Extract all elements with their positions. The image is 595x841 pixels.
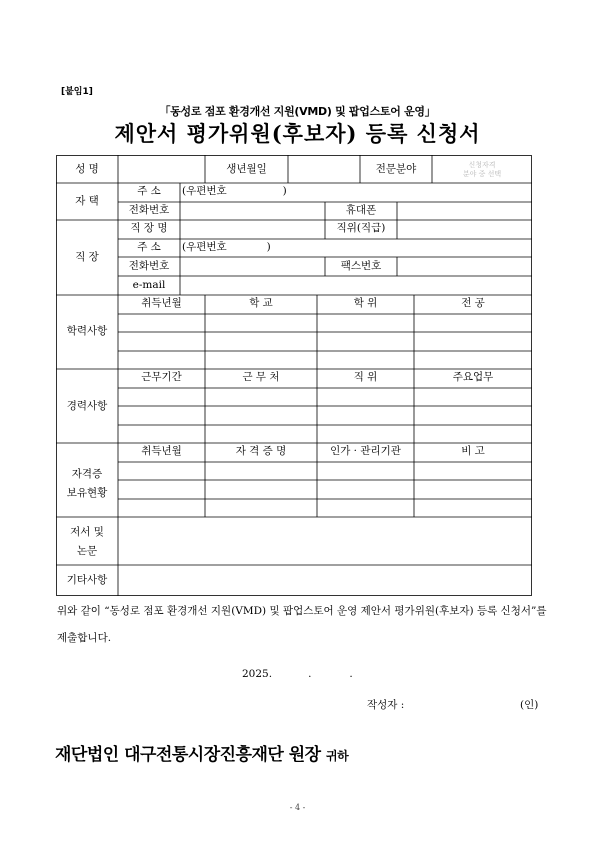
home-postal-code[interactable]: (우편번호 ) [182, 185, 287, 197]
birth-date-label: 생년월일 [226, 163, 267, 175]
work-postal-code[interactable]: (우편번호 ) [182, 241, 271, 253]
license-header-authority: 인가 · 관리기관 [330, 445, 401, 457]
work-phone-label: 전화번호 [128, 260, 170, 272]
education-header-school: 학 교 [249, 297, 273, 309]
education-label: 학력사항 [66, 325, 108, 337]
publications-input[interactable] [119, 518, 531, 564]
page-number: - 4 - [289, 803, 306, 812]
expertise-hint: 신청자격 분야 중 선택 [462, 161, 502, 179]
position-label: 직위(직급) [336, 222, 386, 234]
email-label: e-mail [132, 279, 166, 291]
fax-label: 팩스번호 [340, 260, 382, 272]
project-subtitle: 「동성로 점포 환경개선 지원(VMD) 및 팝업스토어 운영」 [159, 105, 436, 118]
license-header-date: 취득년월 [141, 445, 182, 457]
writer-label: 작성자 : [367, 699, 405, 711]
other-label: 기타사항 [66, 574, 108, 586]
seal-label: (인) [520, 699, 539, 711]
work-label: 직 장 [75, 251, 99, 263]
name-input[interactable] [119, 159, 204, 181]
birth-date-input[interactable] [289, 159, 359, 181]
career-header-workplace: 근 무 처 [242, 371, 280, 383]
license-header-remarks: 비 고 [461, 445, 485, 457]
work-address-label: 주 소 [137, 241, 161, 253]
annex-label: [붙임1] [61, 87, 93, 97]
declaration-text: 위와 같이 “동성로 점포 환경개선 지원(VMD) 및 팝업스토어 운영 제안서 평가위원(후보자) 등록 신청서”를 제출합니다. [57, 605, 547, 644]
education-header-major: 전 공 [461, 297, 485, 309]
home-mobile-label: 휴대폰 [345, 204, 377, 216]
form-title: 제안서 평가위원(후보자) 등록 신청서 [114, 121, 481, 146]
career-header-position: 직 위 [353, 371, 378, 383]
name-label: 성 명 [75, 163, 99, 175]
other-input[interactable] [119, 566, 531, 595]
education-header-date: 취득년월 [141, 297, 182, 309]
home-address-label: 주 소 [137, 185, 161, 197]
home-phone-label: 전화번호 [128, 204, 170, 216]
home-label: 자 택 [75, 195, 99, 207]
education-header-degree: 학 위 [353, 297, 378, 309]
submission-date: 2025. . . [242, 668, 353, 680]
license-label: 자격증 보유현황 [66, 468, 108, 499]
publications-label: 저서 및 논문 [70, 526, 104, 557]
career-label: 경력사항 [66, 400, 108, 412]
career-header-duties: 주요업무 [452, 371, 494, 383]
recipient: 재단법인 대구전통시장진흥재단 원장 귀하 [55, 745, 349, 765]
expertise-label: 전문분야 [375, 163, 417, 175]
career-header-period: 근무기간 [141, 371, 182, 383]
license-header-name: 자 격 증 명 [235, 445, 287, 457]
company-name-label: 직 장 명 [130, 222, 168, 234]
